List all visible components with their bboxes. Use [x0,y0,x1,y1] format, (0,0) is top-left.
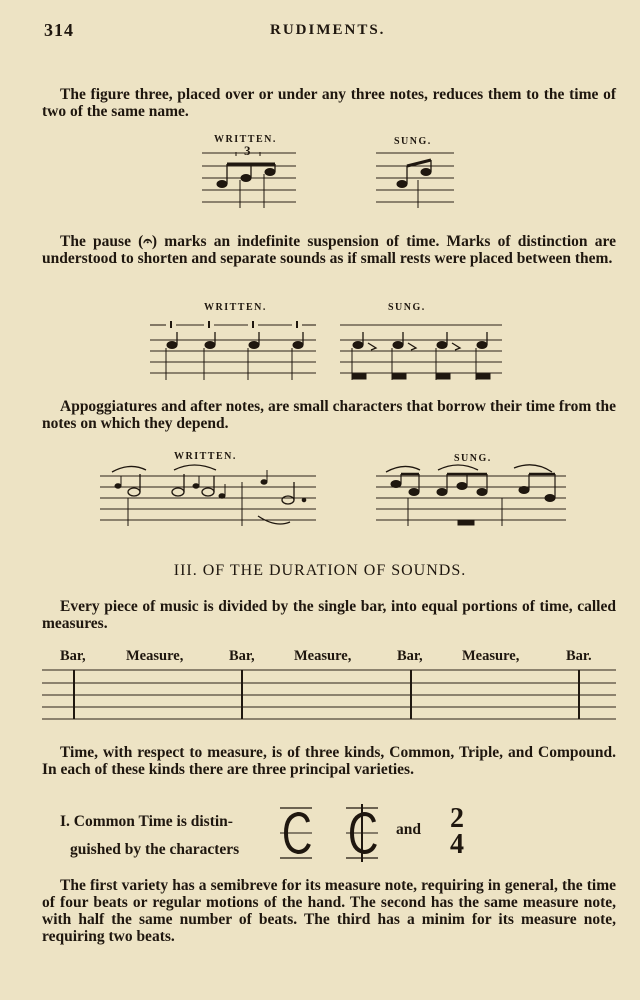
time-signature-bottom: 4 [450,829,464,860]
running-title: RUDIMENTS. [270,22,386,38]
cut-time-c-symbol [344,804,380,862]
distinction-sung-label: SUNG. [388,302,426,313]
measure-label: Measure, [462,648,520,664]
common-time-c-symbol [278,804,314,862]
triplet-written-label: WRITTEN. [214,134,277,145]
bar-label: Bar. [566,648,592,664]
triplet-sung-staff [374,150,458,210]
paragraph-pause: The pause (𝄐) marks an indefinite suspension of time. Marks of distinction are understood to shorten and separate sounds as if small rests were placed between them. [42,233,616,267]
bar-label: Bar, [397,648,423,664]
appoggiatura-written-label: WRITTEN. [174,451,237,462]
triplet-three-mark: 3 [244,143,251,158]
common-time-line-2: guished by the characters [70,841,240,858]
common-time-line-1: I. Common Time is distin- [60,813,233,830]
paragraph-appoggiatura: Appoggiatures and after notes, are small characters that borrow their time from the notes on which they depend. [42,398,616,432]
measure-staff [42,668,616,722]
paragraph-triplet: The figure three, placed over or under any three notes, reduces them to the time of two of the same name. [42,86,616,120]
triplet-written-staff [200,150,300,210]
appoggiatura-sung-label: SUNG. [454,453,492,464]
bar-label: Bar, [60,648,86,664]
distinction-sung-staff [338,318,506,384]
paragraph-varieties: The first variety has a semibreve for its measure note, requiring in general, the time of four beats or regular motions of the hand. The second has the same measure note, with half the same number of beats. The third has a minim for its measure note, requiring two beats. [42,877,616,945]
section-heading: III. OF THE DURATION OF SOUNDS. [173,562,467,579]
appoggiatura-written-staff [98,462,320,530]
page-number: 314 [44,20,74,40]
distinction-written-label: WRITTEN. [204,302,267,313]
appoggiatura-sung-staff [374,462,570,530]
time-signature-top: 2 [450,803,464,834]
paragraph-time-kinds: Time, with respect to measure, is of three kinds, Common, Triple, and Compound. In each of these kinds there are three principal varieties. [42,744,616,778]
triplet-sung-label: SUNG. [394,136,432,147]
time-signature-2-4 [444,803,470,860]
common-time-and: and [396,821,421,838]
distinction-written-staff [148,318,320,380]
measure-label: Measure, [294,648,352,664]
measure-label: Measure, [126,648,184,664]
bar-label: Bar, [229,648,255,664]
paragraph-measures: Every piece of music is divided by the single bar, into equal portions of time, called measures. [42,598,616,632]
